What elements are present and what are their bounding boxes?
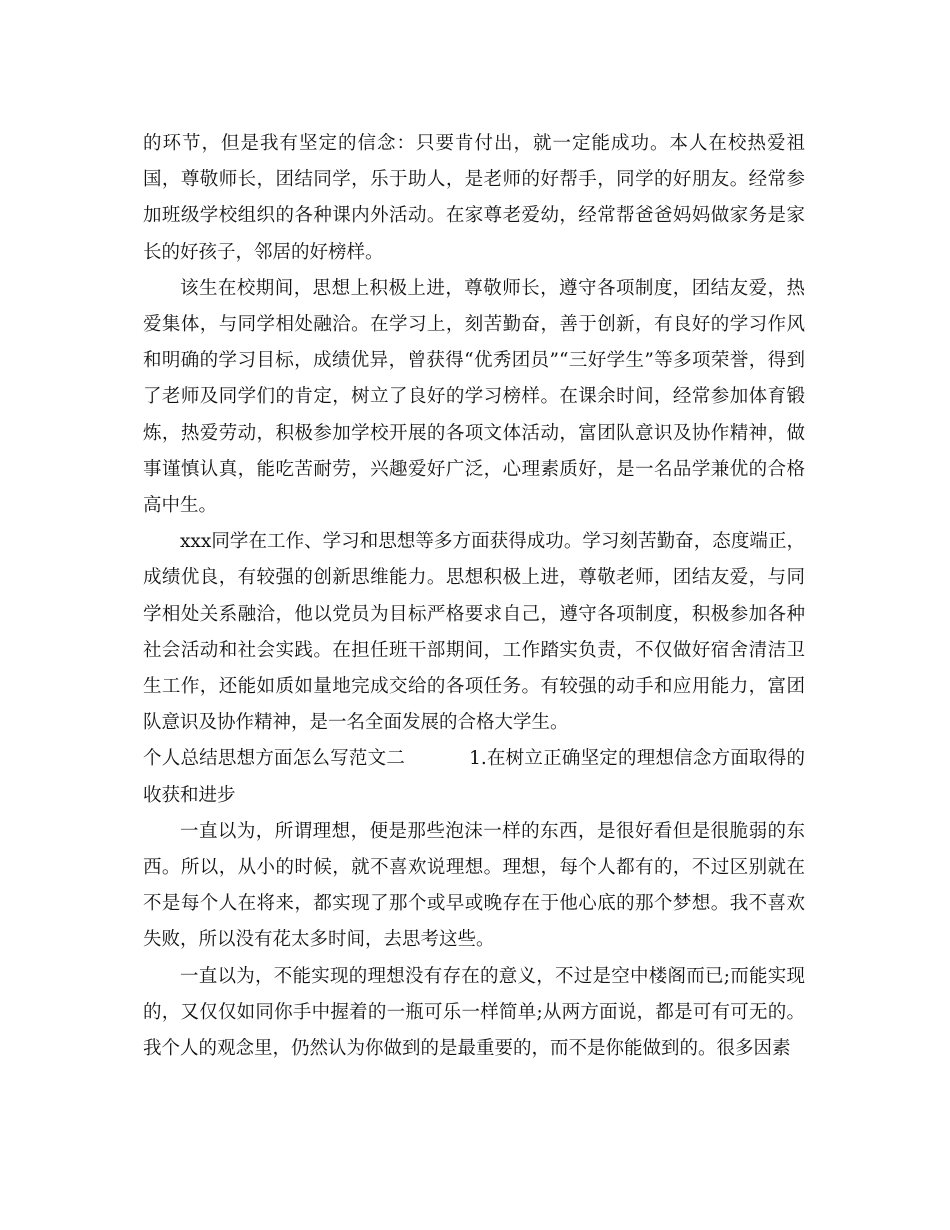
paragraph-student-evaluation: 该生在校期间，思想上积极上进，尊敬师长，遵守各项制度，团结友爱，热爱集体，与同学相处融洽。在学习上，刻苦勤奋，善于创新，有良好的学习作风和明确的学习目标，成绩优异，曾获得“优秀团员”“三好学生”等多项荣誉，得到了老师及同学们的肯定，树立了良好的学习榜样。在课余时间，经常参加体育锻炼，热爱劳动，积极参加学校开展的各项文体活动，富团队意识及协作精神，做事谨慎认真，能吃苦耐劳，兴趣爱好广泛，心理素质好，是一名品学兼优的合格高中生。 bbox=[143, 277, 805, 517]
paragraph-xxx-evaluation: xxx同学在工作、学习和思想等多方面获得成功。学习刻苦勤奋，态度端正，成绩优良，有较强的创新思维能力。思想积极上进，尊敬老师，团结友爱，与同学相处关系融洽，他以党员为目标严格要求自己，遵守各项制度，积极参加各种社会活动和社会实践。在担任班干部期间，工作踏实负责，不仅做好宿舍清洁卫生工作，还能如质如量地完成交给的各项任务。有较强的动手和应用能力，富团队意识及协作精神，是一名全面发展的合格大学生。 bbox=[143, 531, 805, 734]
paragraph-continuation: 的环节，但是我有坚定的信念：只要肯付出，就一定能成功。本人在校热爱祖国，尊敬师长，团结同学，乐于助人，是老师的好帮手，同学的好朋友。经常参加班级学校组织的各种课内外活动。在家尊老爱幼，经常帮爸爸妈妈做家务是家长的好孩子，邻居的好榜样。 bbox=[143, 133, 805, 263]
document-body bbox=[143, 126, 805, 1067]
section-heading bbox=[143, 741, 805, 813]
section-subtitle: 1.在树立正确坚定的理想信念方面取得的收获和进步 bbox=[143, 748, 805, 806]
paragraph-ideals-meaning: 一直以为，不能实现的理想没有存在的意义，不过是空中楼阁而已;而能实现的，又仅仅如同你手中握着的一瓶可乐一样简单;从两方面说，都是可有可无的。我个人的观念里，仍然认为你做到的是最重要的，而不是你能做到的。很多因素 bbox=[143, 965, 805, 1060]
paragraph-ideals: 一直以为，所谓理想，便是那些泡沫一样的东西，是很好看但是很脆弱的东西。所以，从小的时候，就不喜欢说理想。理想，每个人都有的，不过区别就在不是每个人在将来，都实现了那个或早或晚存在于他心底的那个梦想。我不喜欢失败，所以没有花太多时间，去思考这些。 bbox=[143, 820, 805, 951]
section-title: 个人总结思想方面怎么写范文二 bbox=[143, 748, 406, 770]
